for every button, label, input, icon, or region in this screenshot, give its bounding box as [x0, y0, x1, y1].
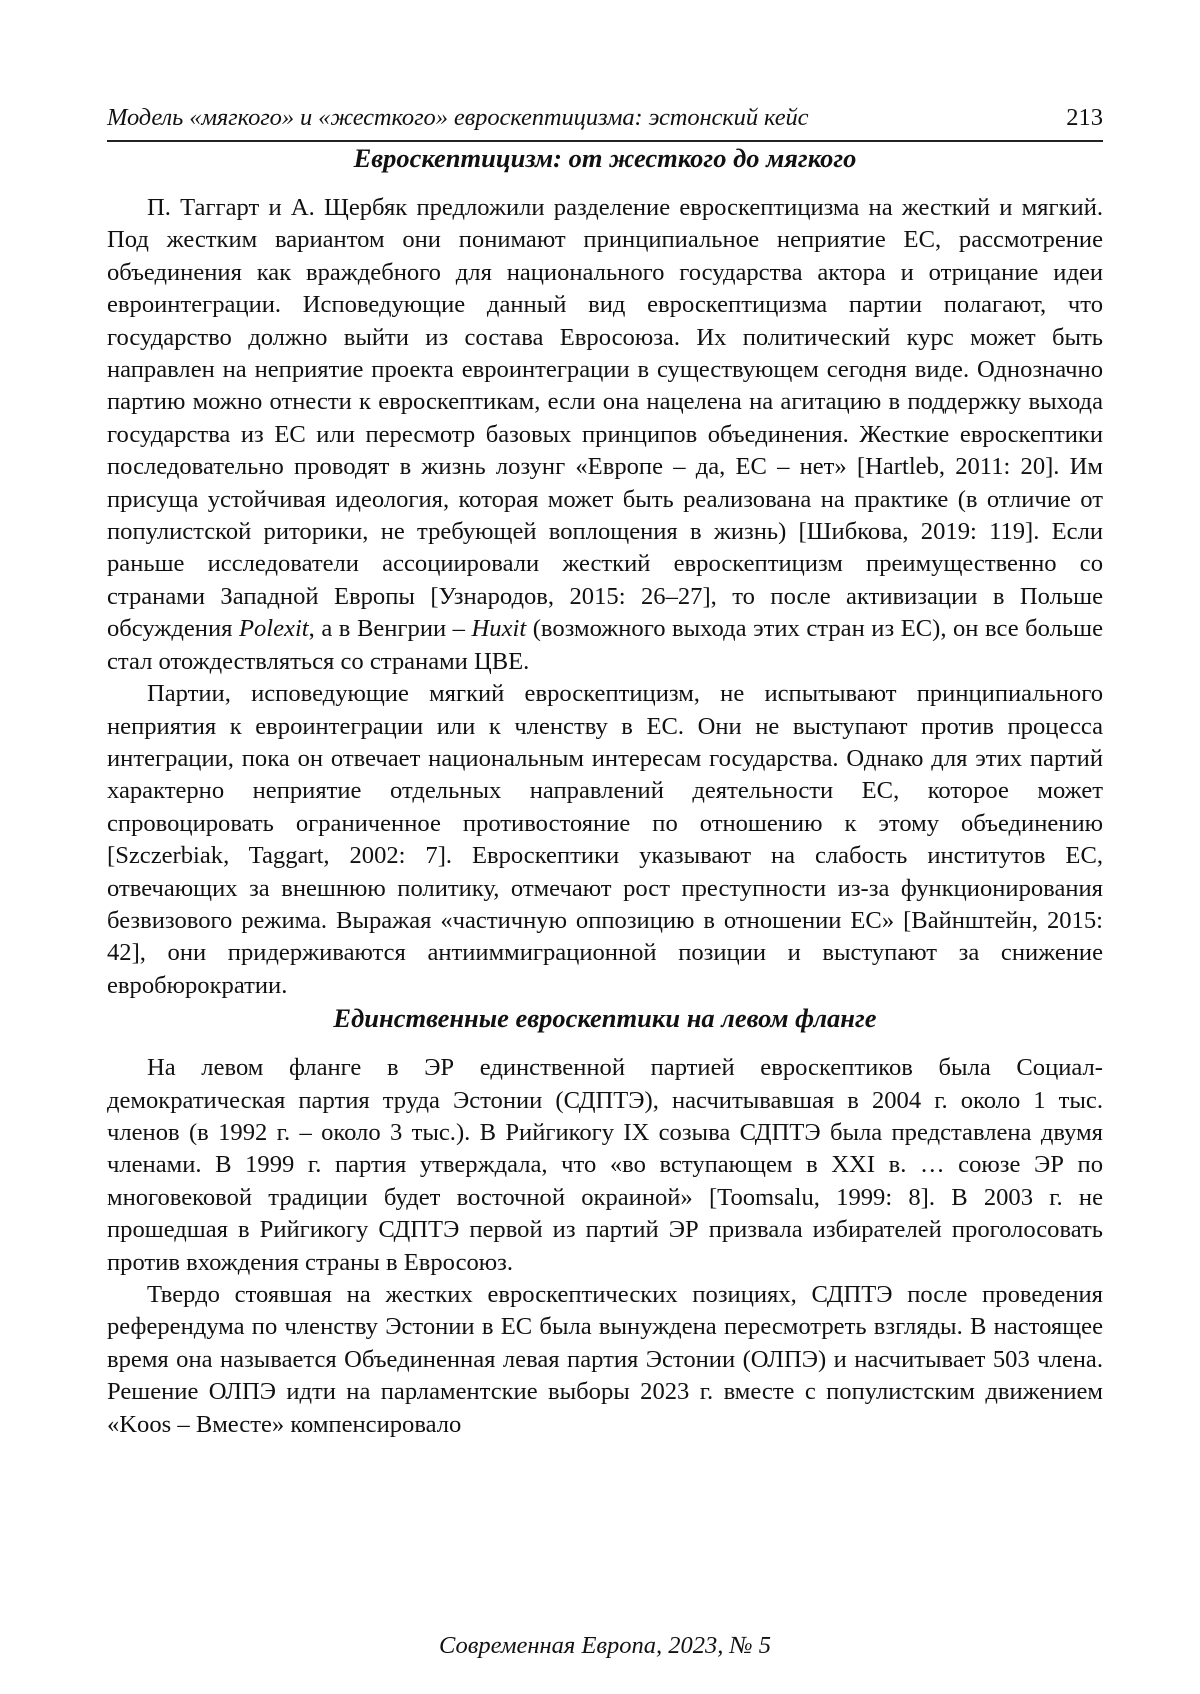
paragraph-text: , а в Венгрии – [308, 615, 472, 643]
term-huxit: Huxit [471, 615, 527, 643]
section-heading-left-flank: Единственные евроскептики на левом фланге [333, 1003, 877, 1034]
paragraph-soft-euroscepticism: Партии, исповедующие мягкий евроскептицизм, не испытывают принципиального неприятия к евроинтеграции или к членству в ЕС. Они не выступают против процесса интеграции, пока он отвечает национальным интересам государства. Однако для этих партий характерно неприятие отдельных направлений деятельности ЕС, которое может спровоцировать ограниченное противостояние по отношению к этому объединению [Szczerbiak, Taggart, 2002: 7]. Евроскептики указывают на слабость институтов ЕС, отвечающих за внешнюю политику, отмечают рост преступности из-за функционирования безвизового режима. Выражая «частичную оппозицию в отношении ЕС» [Вайнштейн, 2015: 42], они придерживаются антииммиграционной позиции и выступают за снижение евробюрократии. [107, 680, 1103, 999]
paragraph-hard-euroscepticism [107, 192, 1103, 678]
running-title: Модель «мягкого» и «жесткого» евроскептицизма: эстонский кейс [107, 104, 809, 131]
paragraph-text: (возможного выхода этих стран из ЕС), он все больше стал отождествляться со странами ЦВЕ. [107, 615, 1103, 675]
paragraph-olpe: Твердо стоявшая на жестких евроскептических позициях, СДПТЭ после проведения референдума по членству Эстонии в ЕС была вынуждена пересмотреть взгляды. В настоящее время она называется Объединенная левая партия Эстонии (ОЛПЭ) и насчитывает 503 члена. Решение ОЛПЭ идти на парламентские выборы 2023 г. вместе с популистским движением «Koos – Вместе» компенсировало [107, 1281, 1103, 1438]
page-number: 213 [1066, 104, 1103, 131]
paragraph-text: П. Таггарт и А. Щербяк предложили разделение евроскептицизма на жесткий и мягкий. Под жестким вариантом они понимают принципиальное неприятие ЕС, рассмотрение объединения как враждебного для национального государства актора и отрицание идеи евроинтеграции. Исповедующие данный вид евроскептицизма партии полагают, что государство должно выйти из состава Евросоюза. Их политический курс может быть направлен на неприятие проекта евроинтеграции в существующем сегодня виде. Однозначно партию можно отнести к евроскептикам, если она нацелена на агитацию в поддержку выхода государства из ЕС или пересмотр базовых принципов объединения. Жесткие евроскептики последовательно проводят в жизнь лозунг «Европе – да, ЕС – нет» [Hartleb, 2011: 20]. Им присуща устойчивая идеология, которая может быть реализована на практике (в отличие от популистской риторики, не требующей воплощения в жизнь) [Шибкова, 2019: 119]. Если раньше исследователи ассоциировали жесткий евроскептицизм преимущественно со странами Западной Европы [Узнародов, 2015: 26–27], то после активизации в Польше обсуждения [107, 194, 1103, 643]
section-body-left-flank [107, 1052, 1103, 1441]
running-header [107, 96, 1103, 142]
section-heading-euroscepticism: Евроскептицизм: от жесткого до мягкого [353, 143, 857, 173]
journal-footer: Современная Европа, 2023, № 5 [438, 1632, 772, 1659]
section-body-euroscepticism [107, 192, 1103, 1002]
paragraph-sdpte: На левом фланге в ЭР единственной партией евроскептиков была Социал-демократическая партия труда Эстонии (СДПТЭ), насчитывавшая в 2004 г. около 1 тыс. членов (в 1992 г. – около 3 тыс.). В Рийгикогу IX созыва СДПТЭ была представлена двумя членами. В 1999 г. партия утверждала, что «во вступающем в XXI в. … союзе ЭР по многовековой традиции будет восточной окраиной» [Toomsalu, 1999: 8]. В 2003 г. не прошедшая в Рийгикогу СДПТЭ первой из партий ЭР призвала избирателей проголосовать против вхождения страны в Евросоюз. [107, 1054, 1103, 1276]
journal-page [107, 96, 1103, 1659]
term-polexit: Polexit [238, 615, 309, 643]
